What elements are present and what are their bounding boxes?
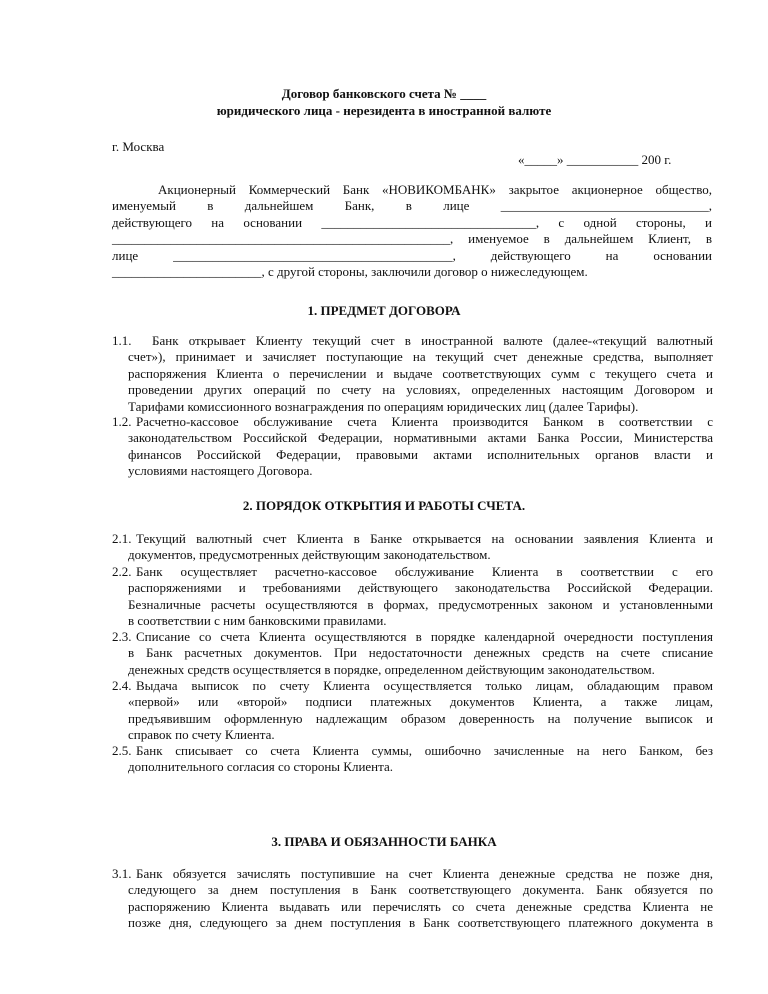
clause-number: 1.2.	[112, 414, 132, 429]
intro-line: лице ___________________________________________, действующего на основании	[112, 247, 712, 263]
clause-number: 2.5.	[112, 743, 132, 758]
section-heading: 3. ПРАВА И ОБЯЗАННОСТИ БАНКА	[271, 834, 497, 849]
clause-line: Банк списывает со счета Клиента суммы, ошибочно зачисленные на него Банком, без	[136, 743, 713, 758]
intro-paragraph	[112, 182, 712, 280]
date-line: «_____» ___________ 200 г.	[518, 152, 672, 167]
doc-title-line1: Договор банковского счета № ____	[281, 86, 487, 101]
clause-line: следующего за днем поступления в Банк соответствующего документа. Банк обязуется по	[128, 882, 713, 898]
clause-number: 3.1.	[112, 866, 132, 881]
clause-number: 2.2.	[112, 564, 132, 579]
clause-line: распоряжения Клиента о перечислении и выдаче соответствующих сумм с текущего счета и	[128, 365, 713, 381]
clause-line: Банк обязуется зачислять поступившие на счет Клиента денежные средства не позже дня,	[136, 866, 713, 881]
clause-2-3	[112, 629, 713, 678]
clause-line: в соответствии с ним банковскими правилами.	[128, 613, 387, 629]
clause-line: распоряжению Клиента выдавать или перечислять со счета денежные средства Клиента не	[128, 898, 713, 914]
clause-line: документов, предусмотренных действующим законодательством.	[128, 547, 491, 563]
clause-number: 1.1.	[112, 333, 132, 348]
clause-line: условиями настоящего Договора.	[128, 463, 313, 479]
city: г. Москва	[112, 139, 165, 154]
clause-line: Списание со счета Клиента осуществляются в порядке календарной очередности поступления	[136, 629, 713, 644]
clause-1-1	[112, 333, 713, 415]
clause-line: Тарифами комиссионного вознаграждения по операциям юридических лиц (далее Тарифы).	[128, 398, 639, 414]
clause-line: проведении других операций по счету на условиях, определенных настоящим Договором и	[128, 382, 713, 398]
clause-line: в Банк расчетных документов. При недостаточности денежных средств на счете списание	[128, 645, 713, 661]
intro-line: ____________________________________________________, именуемое в дальнейшем Клиент, в	[112, 231, 712, 247]
intro-line: действующего на основании _________________________________, с одной стороны, и	[112, 214, 712, 230]
clause-2-1	[112, 531, 713, 564]
clause-number: 2.3.	[112, 629, 132, 644]
clause-line: распоряжениями и требованиями действующего законодательства Российской Федерации.	[128, 580, 713, 596]
clause-line: Выдача выписок по счету Клиента осуществляется только лицам, обладающим правом	[136, 678, 713, 693]
clause-line: Расчетно-кассовое обслуживание счета Клиента производится Банком в соответствии с	[136, 414, 713, 429]
clause-line: дополнительного согласия со стороны Клиента.	[128, 759, 393, 775]
clause-number: 2.4.	[112, 678, 132, 693]
clause-1-2	[112, 414, 713, 480]
clause-line: предъявившим оформленную надлежащим образом доверенность на получение выписок и	[128, 710, 713, 726]
doc-title-line2: юридического лица - нерезидента в иностранной валюте	[216, 103, 552, 118]
section-heading: 2. ПОРЯДОК ОТКРЫТИЯ И РАБОТЫ СЧЕТА.	[242, 498, 526, 513]
clause-line: счет»), принимает и зачисляет поступающие на текущий счет денежные средства, выполняет	[128, 349, 713, 365]
section-heading: 1. ПРЕДМЕТ ДОГОВОРА	[307, 303, 461, 318]
clause-line: Банк открывает Клиенту текущий счет в иностранной валюте (далее-«текущий валютный	[152, 333, 713, 348]
clause-line: Текущий валютный счет Клиента в Банке открывается на основании заявления Клиента и	[136, 531, 713, 546]
clause-line: Безналичные расчеты осуществляются в формах, предусмотренных законом и установленными	[128, 596, 713, 612]
clause-3-1	[112, 866, 713, 932]
clause-line: позже дня, следующего за днем поступления в Банк соответствующего платежного документа в	[128, 915, 713, 931]
clause-line: Банк осуществляет расчетно-кассовое обслуживание Клиента в соответствии с его	[136, 564, 713, 579]
clause-number: 2.1.	[112, 531, 132, 546]
clause-line: справок по счету Клиента.	[128, 727, 275, 743]
clause-line: законодательством Российской Федерации, нормативными актами Банка России, Министерства	[128, 430, 713, 446]
intro-line: _______________________, с другой стороны, заключили договор о нижеследующем.	[112, 264, 588, 280]
clause-2-4	[112, 678, 713, 744]
clause-line: «первой» или «второй» подписи платежных документов Клиента, а также лицам,	[128, 694, 713, 710]
clause-2-2	[112, 564, 713, 630]
clause-line: финансов Российской Федерации, правовыми актами исполнительных органов власти и	[128, 446, 713, 462]
clause-2-5	[112, 743, 713, 776]
intro-line: именуемый в дальнейшем Банк, в лице ________________________________,	[112, 198, 712, 214]
clause-line: денежных средств осуществляется в порядке, определенном действующим законодательством.	[128, 661, 655, 677]
intro-line: Акционерный Коммерческий Банк «НОВИКОМБАНК» закрытое акционерное общество,	[158, 182, 712, 197]
